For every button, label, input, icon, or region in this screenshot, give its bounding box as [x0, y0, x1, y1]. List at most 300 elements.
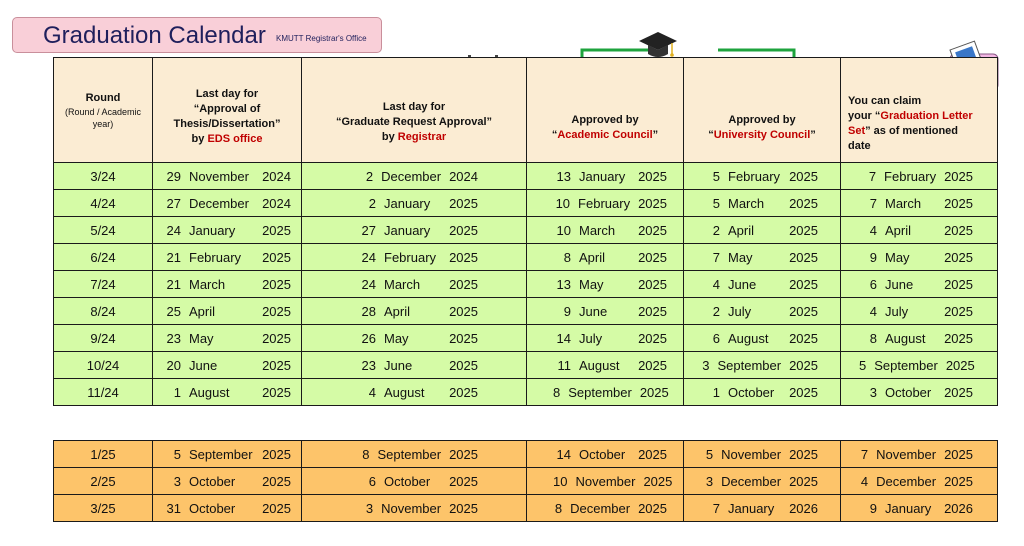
date-month: July	[885, 303, 909, 319]
date-month: April	[384, 303, 411, 319]
date-month: February	[884, 168, 937, 184]
date-day: 24	[361, 249, 376, 265]
round-cell: 10/24	[54, 352, 153, 379]
date-year: 2025	[789, 303, 818, 319]
date-year: 2025	[944, 276, 973, 292]
date-year: 2025	[449, 222, 478, 238]
header-text: You can claim	[848, 95, 922, 107]
date-year: 2025	[789, 330, 818, 346]
date-year: 2025	[643, 473, 673, 489]
table-row	[54, 495, 998, 522]
header-text: by	[381, 130, 395, 143]
date-cell	[841, 352, 998, 379]
date-year: 2025	[789, 168, 818, 184]
header-text: Approved by	[728, 114, 796, 126]
date-month: July	[728, 303, 752, 319]
date-day: 13	[556, 276, 571, 292]
date-day: 8	[362, 446, 370, 462]
date-cell	[153, 379, 302, 406]
date-year: 2025	[638, 276, 667, 292]
date-cell	[841, 298, 998, 325]
date-day: 24	[166, 222, 181, 238]
date-year: 2025	[638, 500, 667, 516]
date-year: 2025	[945, 357, 975, 373]
date-year: 2025	[944, 473, 973, 489]
date-day: 6	[712, 330, 720, 346]
date-cell	[302, 244, 527, 271]
date-day: 9	[869, 500, 877, 516]
date-cell	[841, 217, 998, 244]
date-cell	[684, 495, 841, 522]
date-cell	[153, 271, 302, 298]
date-day: 1	[712, 384, 720, 400]
date-year: 2025	[638, 446, 667, 462]
date-month: March	[189, 276, 226, 292]
date-cell	[302, 352, 527, 379]
header-text: Last day for	[382, 100, 446, 113]
date-year: 2025	[944, 195, 973, 211]
date-month: October	[384, 473, 431, 489]
date-cell	[527, 325, 684, 352]
date-cell	[302, 379, 527, 406]
date-year: 2025	[789, 384, 818, 400]
date-month: November	[381, 500, 442, 516]
header-round-title: Round	[85, 91, 121, 104]
date-day: 8	[563, 249, 571, 265]
header-round	[54, 58, 153, 163]
header-text: “	[551, 129, 558, 141]
header-text: by	[191, 133, 205, 145]
date-year: 2025	[944, 330, 973, 346]
date-day: 5	[705, 446, 714, 462]
date-month: April	[885, 222, 912, 238]
date-day: 9	[563, 303, 571, 319]
date-year: 2025	[638, 195, 667, 211]
date-cell	[153, 217, 302, 244]
date-day: 4	[712, 276, 720, 292]
date-month: October	[189, 500, 236, 516]
date-day: 3	[173, 473, 181, 489]
date-month: November	[876, 446, 937, 462]
date-day: 23	[166, 330, 181, 346]
date-year: 2025	[638, 330, 667, 346]
date-month: April	[579, 249, 606, 265]
date-cell	[153, 163, 302, 190]
date-month: August	[189, 384, 230, 400]
table-row	[54, 298, 998, 325]
date-year: 2025	[789, 222, 818, 238]
date-cell	[841, 325, 998, 352]
date-day: 27	[166, 195, 181, 211]
date-day: 8	[554, 500, 563, 516]
date-month: November	[575, 473, 636, 489]
date-month: December	[721, 473, 782, 489]
date-year: 2025	[638, 222, 667, 238]
date-month: August	[885, 330, 926, 346]
date-month: September	[874, 357, 938, 373]
header-text: ”	[810, 129, 816, 141]
date-month: December	[189, 195, 249, 211]
date-cell	[527, 217, 684, 244]
table-row	[54, 271, 998, 298]
date-year: 2024	[262, 195, 291, 211]
date-day: 29	[166, 168, 181, 184]
date-cell	[527, 441, 684, 468]
page-subtitle: KMUTT Registrar's Office	[276, 34, 367, 43]
date-cell	[684, 190, 841, 217]
date-year: 2025	[944, 222, 973, 238]
date-year: 2025	[262, 357, 291, 373]
date-cell	[841, 495, 998, 522]
round-cell: 9/24	[54, 325, 153, 352]
date-month: March	[885, 195, 922, 211]
date-cell	[841, 244, 998, 271]
date-day: 9	[869, 249, 877, 265]
date-year: 2025	[638, 168, 667, 184]
date-day: 2	[712, 303, 720, 319]
header-highlight: EDS office	[207, 133, 263, 145]
date-cell	[684, 163, 841, 190]
date-month: February	[728, 168, 781, 184]
date-day: 5	[859, 357, 867, 373]
header-graduate-request	[302, 58, 527, 163]
date-month: July	[579, 330, 603, 346]
date-month: August	[728, 330, 769, 346]
date-cell	[153, 352, 302, 379]
date-cell	[153, 190, 302, 217]
date-day: 21	[166, 276, 181, 292]
date-year: 2025	[789, 357, 818, 373]
date-month: May	[384, 330, 409, 346]
date-day: 7	[869, 195, 877, 211]
date-month: May	[728, 249, 753, 265]
date-cell	[527, 352, 684, 379]
date-month: October	[579, 446, 626, 462]
date-year: 2025	[638, 357, 667, 373]
date-month: June	[189, 357, 218, 373]
date-month: August	[579, 357, 620, 373]
date-year: 2025	[638, 249, 667, 265]
date-day: 25	[166, 303, 181, 319]
date-cell	[302, 325, 527, 352]
date-cell	[841, 379, 998, 406]
date-day: 3	[705, 473, 714, 489]
date-month: April	[728, 222, 755, 238]
round-cell: 3/25	[54, 495, 153, 522]
round-cell: 1/25	[54, 441, 153, 468]
header-text: “Approval of	[193, 103, 261, 115]
header-highlight: Set	[848, 125, 866, 137]
date-month: November	[721, 446, 782, 462]
date-month: February	[384, 249, 437, 265]
table-row	[54, 190, 998, 217]
round-cell: 8/24	[54, 298, 153, 325]
date-year: 2025	[262, 249, 291, 265]
date-year: 2026	[789, 500, 818, 516]
date-year: 2025	[944, 303, 973, 319]
date-day: 11	[557, 357, 571, 373]
round-cell: 2/25	[54, 468, 153, 495]
date-month: December	[570, 500, 631, 516]
round-cell: 6/24	[54, 244, 153, 271]
date-year: 2025	[638, 303, 667, 319]
date-year: 2025	[789, 473, 818, 489]
table-row	[54, 352, 998, 379]
date-year: 2025	[262, 446, 291, 462]
date-month: March	[579, 222, 616, 238]
date-day: 7	[712, 249, 720, 265]
date-cell	[527, 163, 684, 190]
table-row	[54, 244, 998, 271]
date-day: 2	[712, 222, 720, 238]
round-cell: 7/24	[54, 271, 153, 298]
date-day: 4	[860, 473, 869, 489]
date-day: 4	[869, 222, 877, 238]
date-year: 2025	[449, 500, 478, 516]
date-month: September	[377, 446, 442, 462]
header-text: “	[708, 129, 714, 141]
graduation-calendar-table	[53, 57, 998, 406]
date-month: September	[568, 384, 632, 400]
date-year: 2025	[944, 384, 973, 400]
date-month: October	[728, 384, 775, 400]
date-day: 2	[365, 168, 374, 184]
date-month: June	[579, 303, 608, 319]
header-highlight: Academic Council	[557, 129, 653, 141]
date-day: 24	[361, 276, 376, 292]
date-year: 2025	[449, 473, 478, 489]
header-highlight: Graduation Letter	[880, 110, 973, 122]
date-month: January	[384, 222, 431, 238]
date-cell	[841, 271, 998, 298]
date-month: August	[384, 384, 425, 400]
date-year: 2025	[262, 330, 291, 346]
date-cell	[684, 271, 841, 298]
date-day: 10	[556, 222, 571, 238]
header-text: ”	[652, 129, 659, 141]
date-cell	[684, 325, 841, 352]
date-month: December	[381, 168, 442, 184]
date-cell	[153, 325, 302, 352]
header-round-subtitle: (Round / Academic year)	[64, 106, 142, 129]
date-year: 2025	[639, 384, 669, 400]
header-highlight: Registrar	[397, 130, 447, 143]
date-cell	[153, 495, 302, 522]
date-day: 5	[712, 195, 720, 211]
date-year: 2025	[262, 276, 291, 292]
graduation-calendar-table-2025	[53, 440, 998, 522]
date-cell	[841, 163, 998, 190]
date-year: 2025	[449, 249, 478, 265]
date-day: 8	[553, 384, 561, 400]
header-thesis-approval	[153, 58, 302, 163]
date-month: February	[189, 249, 242, 265]
date-day: 2	[368, 195, 376, 211]
date-cell	[527, 244, 684, 271]
date-day: 6	[368, 473, 376, 489]
date-day: 5	[712, 168, 720, 184]
table-row	[54, 468, 998, 495]
date-month: September	[717, 357, 782, 373]
date-day: 10	[555, 195, 571, 211]
date-cell	[527, 190, 684, 217]
date-cell	[684, 379, 841, 406]
header-university-council	[684, 58, 841, 163]
header-academic-council	[527, 58, 684, 163]
table-row	[54, 163, 998, 190]
date-year: 2025	[449, 357, 478, 373]
date-month: November	[189, 168, 249, 184]
date-cell	[153, 468, 302, 495]
date-cell	[841, 468, 998, 495]
date-day: 4	[869, 303, 877, 319]
date-day: 1	[173, 384, 181, 400]
date-year: 2025	[262, 500, 291, 516]
date-year: 2025	[944, 446, 973, 462]
date-day: 13	[556, 168, 571, 184]
date-month: December	[876, 473, 937, 489]
date-day: 8	[869, 330, 877, 346]
date-month: January	[384, 195, 431, 211]
round-cell: 3/24	[54, 163, 153, 190]
date-day: 5	[173, 446, 181, 462]
date-day: 27	[361, 222, 376, 238]
date-cell	[302, 298, 527, 325]
date-cell	[302, 163, 527, 190]
date-year: 2025	[789, 195, 818, 211]
date-cell	[684, 244, 841, 271]
date-month: January	[189, 222, 236, 238]
date-cell	[684, 217, 841, 244]
round-cell: 11/24	[54, 379, 153, 406]
date-day: 7	[860, 446, 869, 462]
date-year: 2025	[449, 384, 478, 400]
date-month: May	[189, 330, 214, 346]
table-row	[54, 217, 998, 244]
date-cell	[302, 495, 527, 522]
date-year: 2025	[449, 330, 478, 346]
header-graduation-letter	[841, 58, 998, 163]
table-row	[54, 325, 998, 352]
date-day: 3	[869, 384, 877, 400]
page-title: Graduation Calendar	[43, 22, 266, 49]
date-day: 23	[361, 357, 376, 373]
date-cell	[527, 298, 684, 325]
date-day: 3	[365, 500, 374, 516]
header-text: date	[848, 140, 871, 152]
date-cell	[302, 190, 527, 217]
date-day: 7	[712, 500, 720, 516]
date-month: October	[189, 473, 236, 489]
date-year: 2025	[449, 195, 478, 211]
date-day: 14	[556, 446, 571, 462]
date-month: February	[578, 195, 631, 211]
date-day: 10	[553, 473, 568, 489]
date-cell	[527, 468, 684, 495]
table-row	[54, 379, 998, 406]
date-cell	[302, 441, 527, 468]
date-day: 26	[361, 330, 376, 346]
date-year: 2025	[789, 249, 818, 265]
date-month: June	[384, 357, 413, 373]
date-cell	[153, 441, 302, 468]
date-year: 2025	[449, 446, 478, 462]
title-banner	[12, 17, 382, 53]
date-month: September	[189, 446, 253, 462]
header-text: ” as of mentioned	[865, 125, 959, 137]
date-year: 2025	[262, 222, 291, 238]
date-month: March	[384, 276, 421, 292]
header-text: Last day for	[195, 88, 259, 100]
date-cell	[527, 379, 684, 406]
date-day: 20	[166, 357, 181, 373]
header-text: Approved by	[571, 114, 639, 126]
date-day: 4	[368, 384, 376, 400]
date-month: June	[885, 276, 914, 292]
date-year: 2025	[449, 276, 478, 292]
date-cell	[684, 352, 841, 379]
round-cell: 4/24	[54, 190, 153, 217]
date-year: 2025	[449, 303, 478, 319]
date-cell	[302, 468, 527, 495]
date-cell	[527, 271, 684, 298]
date-cell	[302, 271, 527, 298]
date-day: 7	[868, 168, 877, 184]
date-day: 6	[869, 276, 877, 292]
date-day: 14	[556, 330, 571, 346]
date-cell	[684, 468, 841, 495]
date-month: May	[579, 276, 604, 292]
round-cell: 5/24	[54, 217, 153, 244]
header-highlight: University Council	[713, 129, 811, 141]
date-month: May	[885, 249, 910, 265]
date-month: June	[728, 276, 757, 292]
date-month: January	[728, 500, 775, 516]
date-cell	[684, 441, 841, 468]
date-day: 3	[702, 357, 710, 373]
date-month: March	[728, 195, 765, 211]
table-row	[54, 441, 998, 468]
date-month: January	[579, 168, 626, 184]
date-cell	[841, 190, 998, 217]
date-year: 2025	[262, 473, 291, 489]
header-text: “Graduate Request Approval”	[335, 115, 493, 128]
date-cell	[841, 441, 998, 468]
date-month: April	[189, 303, 216, 319]
date-cell	[302, 217, 527, 244]
date-year: 2025	[944, 249, 973, 265]
date-year: 2025	[262, 384, 291, 400]
date-cell	[153, 298, 302, 325]
header-text: Thesis/Dissertation”	[173, 118, 281, 130]
date-year: 2026	[944, 500, 973, 516]
date-month: October	[885, 384, 932, 400]
date-year: 2025	[789, 276, 818, 292]
date-cell	[684, 298, 841, 325]
date-day: 28	[361, 303, 376, 319]
date-year: 2025	[944, 168, 973, 184]
date-day: 21	[166, 249, 181, 265]
date-year: 2024	[449, 168, 478, 184]
date-year: 2024	[262, 168, 291, 184]
date-year: 2025	[789, 446, 818, 462]
date-year: 2025	[262, 303, 291, 319]
date-month: January	[885, 500, 932, 516]
header-text: your “	[848, 110, 881, 122]
date-cell	[153, 244, 302, 271]
date-cell	[527, 495, 684, 522]
date-day: 31	[166, 500, 181, 516]
